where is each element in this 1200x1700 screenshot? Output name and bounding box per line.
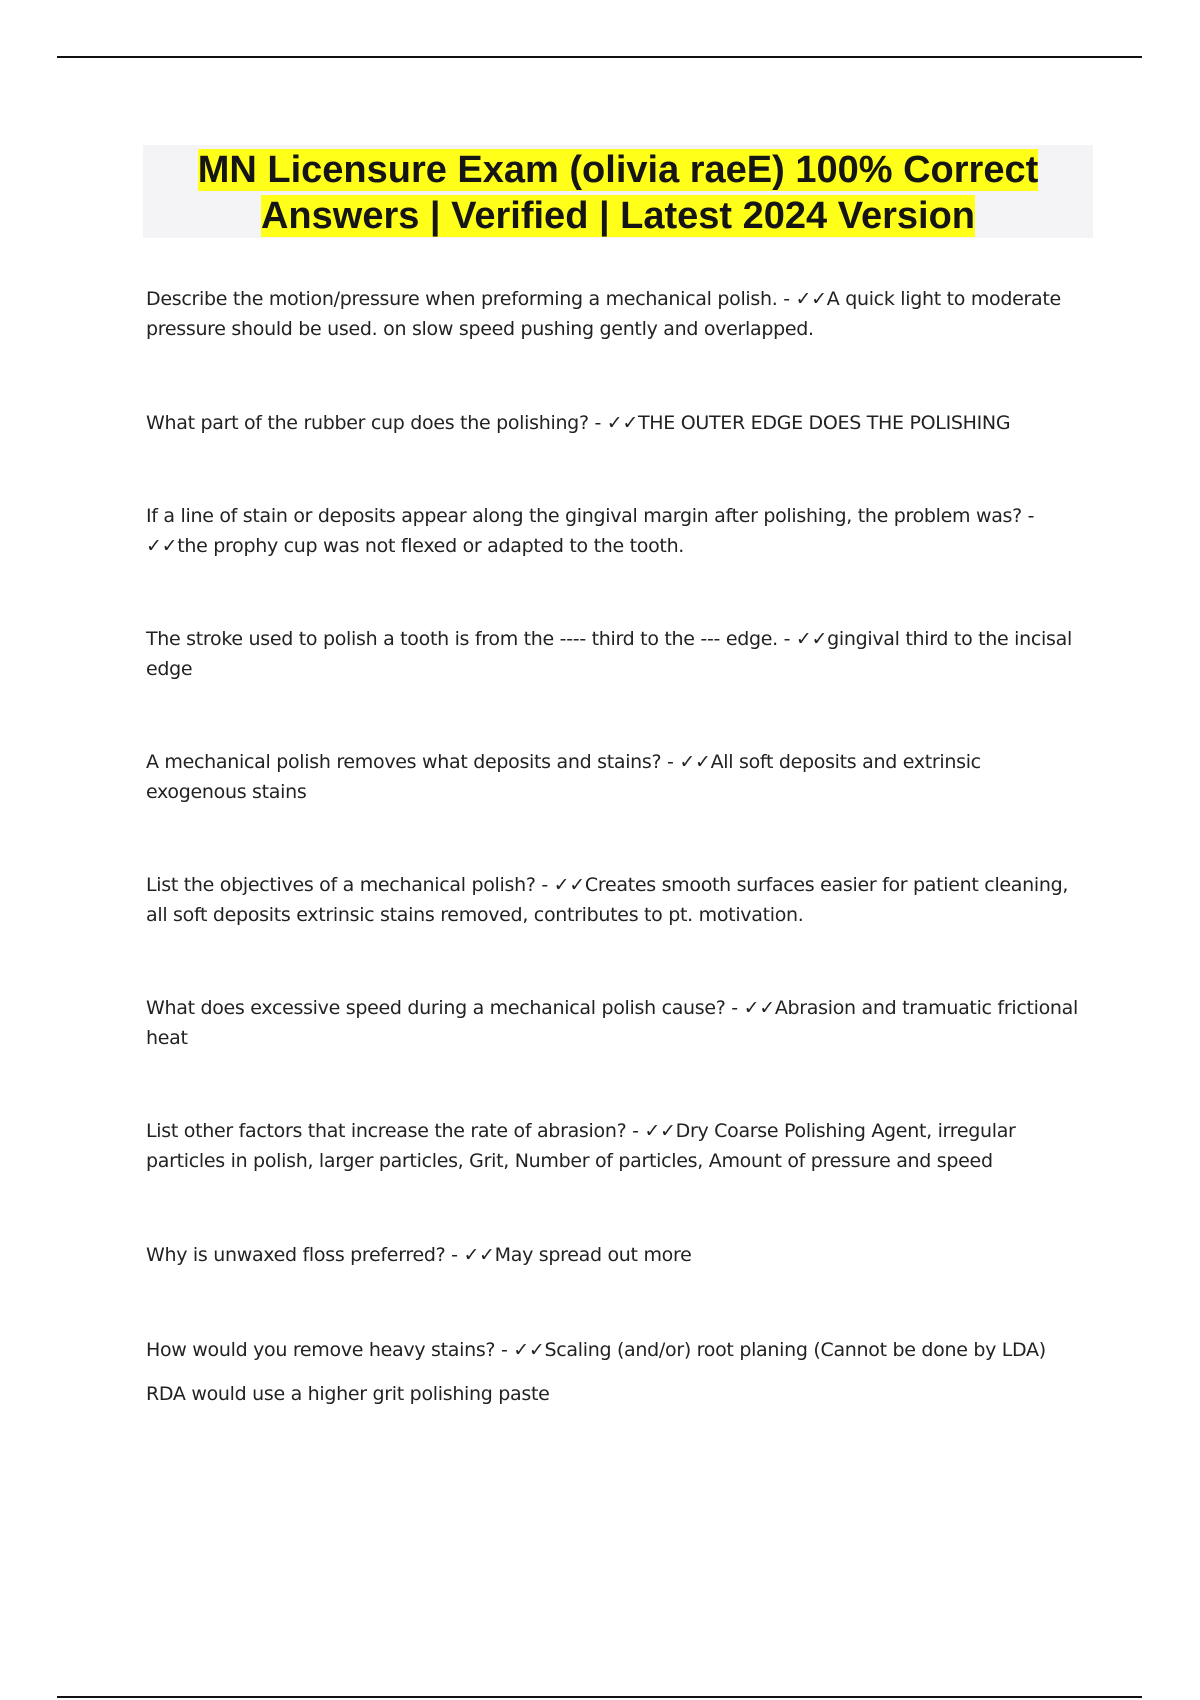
top-rule: [57, 56, 1142, 58]
qa-item-1: Describe the motion/pressure when preforming a mechanical polish. - ✓✓A quick light to moderate pressure should be used. on slow speed pushing gently and overlapped.: [146, 288, 1061, 340]
qa-item-11: RDA would use a higher grit polishing paste: [146, 1383, 550, 1405]
qa-item-6: List the objectives of a mechanical polish? - ✓✓Creates smooth surfaces easier for patient cleaning, all soft deposits extrinsic stains removed, contributes to pt. motivation.: [146, 874, 1069, 926]
qa-item-4: The stroke used to polish a tooth is from the ---- third to the --- edge. - ✓✓gingival third to the incisal edge: [146, 628, 1072, 680]
qa-item-5: A mechanical polish removes what deposits and stains? - ✓✓All soft deposits and extrinsic exogenous stains: [146, 751, 981, 803]
qa-item-8: List other factors that increase the rate of abrasion? - ✓✓Dry Coarse Polishing Agent, irregular particles in polish, larger particles, Grit, Number of particles, Amount of pressure and speed: [146, 1120, 1016, 1172]
document-title: [143, 145, 1093, 239]
qa-item-7: What does excessive speed during a mechanical polish cause? - ✓✓Abrasion and tramuatic frictional heat: [146, 997, 1078, 1049]
title-box: [143, 145, 1093, 238]
qa-item-2: What part of the rubber cup does the polishing? - ✓✓THE OUTER EDGE DOES THE POLISHING: [146, 412, 1011, 434]
qa-item-10: How would you remove heavy stains? - ✓✓Scaling (and/or) root planing (Cannot be done by LDA): [146, 1339, 1046, 1361]
bottom-rule: [57, 1696, 1142, 1698]
qa-item-9: Why is unwaxed floss preferred? - ✓✓May spread out more: [146, 1244, 692, 1266]
title-highlight: MN Licensure Exam (olivia raeE) 100% Correct Answers | Verified | Latest 2024 Version: [197, 149, 1039, 237]
qa-item-3: If a line of stain or deposits appear along the gingival margin after polishing, the problem was? - ✓✓the prophy cup was not flexed or adapted to the tooth.: [146, 505, 1035, 557]
